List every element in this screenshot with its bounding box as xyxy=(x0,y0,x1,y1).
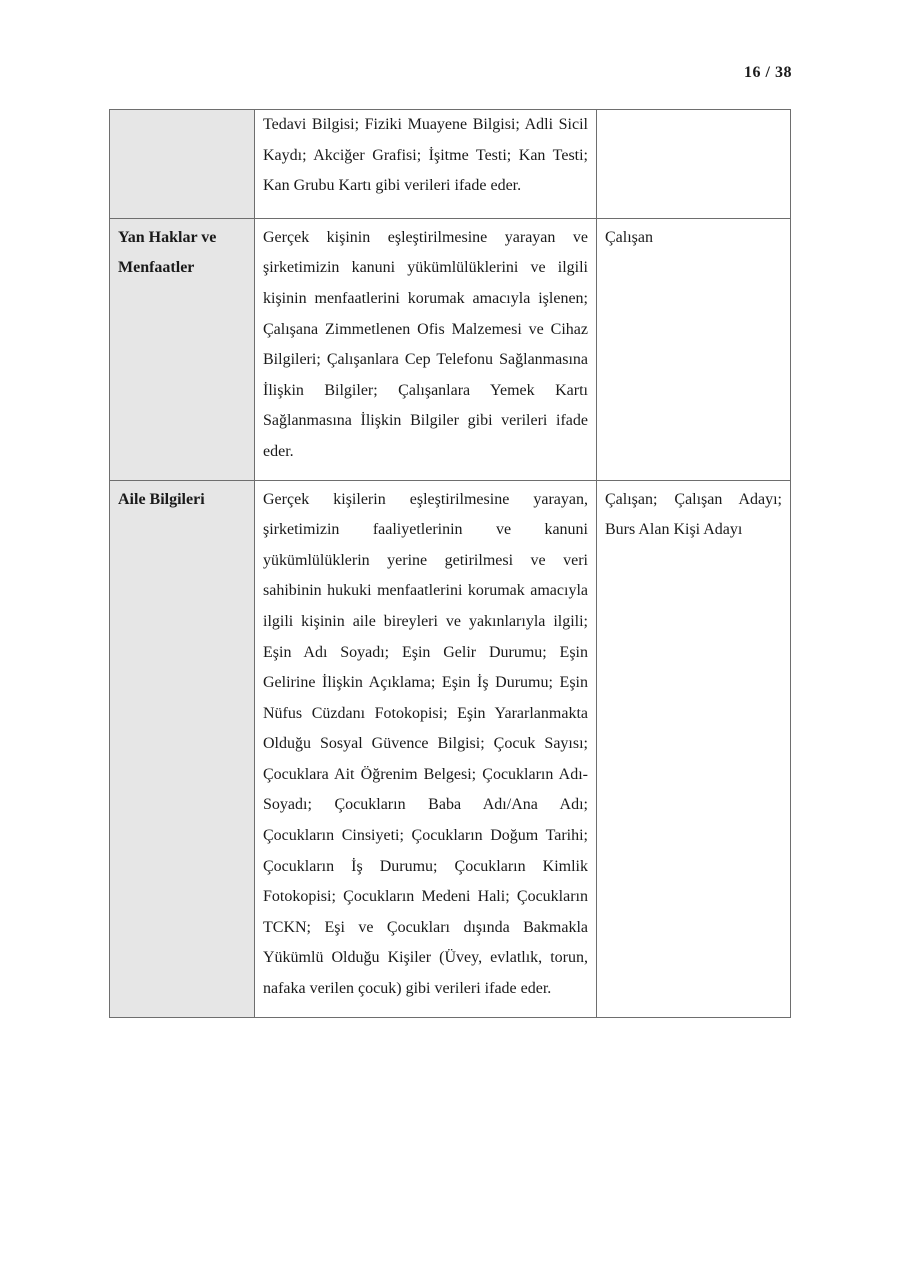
table-row xyxy=(110,218,791,480)
category-cell xyxy=(110,110,255,219)
page-number: 16 / 38 xyxy=(744,64,792,81)
table-row xyxy=(110,110,791,219)
table-row xyxy=(110,480,791,1017)
data-subject-cell: Çalışan; Çalışan Adayı; Burs Alan Kişi Adayı xyxy=(597,480,791,1017)
category-cell: Aile Bilgileri xyxy=(110,480,255,1017)
data-subject-cell: Çalışan xyxy=(597,218,791,480)
category-cell: Yan Haklar ve Menfaatler xyxy=(110,218,255,480)
description-cell: Tedavi Bilgisi; Fiziki Muayene Bilgisi; Adli Sicil Kaydı; Akciğer Grafisi; İşitme Testi; Kan Testi; Kan Grubu Kartı gibi verileri ifade eder. xyxy=(255,110,597,219)
description-cell: Gerçek kişilerin eşleştirilmesine yarayan, şirketimizin faaliyetlerinin ve kanuni yükümlülüklerin yerine getirilmesi ve veri sahibinin hukuki menfaatlerini korumak amacıyla ilgili kişinin aile bireyleri ve yakınlarıyla ilgili; Eşin Adı Soyadı; Eşin Gelir Durumu; Eşin Gelirine İlişkin Açıklama; Eşin İş Durumu; Eşin Nüfus Cüzdanı Fotokopisi; Eşin Yararlanmakta Olduğu Sosyal Güvence Bilgisi; Çocuk Sayısı; Çocuklara Ait Öğrenim Belgesi; Çocukların Adı-Soyadı; Çocukların Baba Adı/Ana Adı; Çocukların Cinsiyeti; Çocukların Doğum Tarihi; Çocukların İş Durumu; Çocukların Kimlik Fotokopisi; Çocukların Medeni Hali; Çocukların TCKN; Eşi ve Çocukları dışında Bakmakla Yükümlü Olduğu Kişiler (Üvey, evlatlık, torun, nafaka verilen çocuk) gibi verileri ifade eder. xyxy=(255,480,597,1017)
data-subject-cell xyxy=(597,110,791,219)
description-cell: Gerçek kişinin eşleştirilmesine yarayan ve şirketimizin kanuni yükümlülüklerini ve ilgili kişinin menfaatlerini korumak amacıyla işlenen; Çalışana Zimmetlenen Ofis Malzemesi ve Cihaz Bilgileri; Çalışanlara Cep Telefonu Sağlanmasına İlişkin Bilgiler; Çalışanlara Yemek Kartı Sağlanmasına İlişkin Bilgiler gibi verileri ifade eder. xyxy=(255,218,597,480)
personal-data-category-table xyxy=(109,109,791,1018)
